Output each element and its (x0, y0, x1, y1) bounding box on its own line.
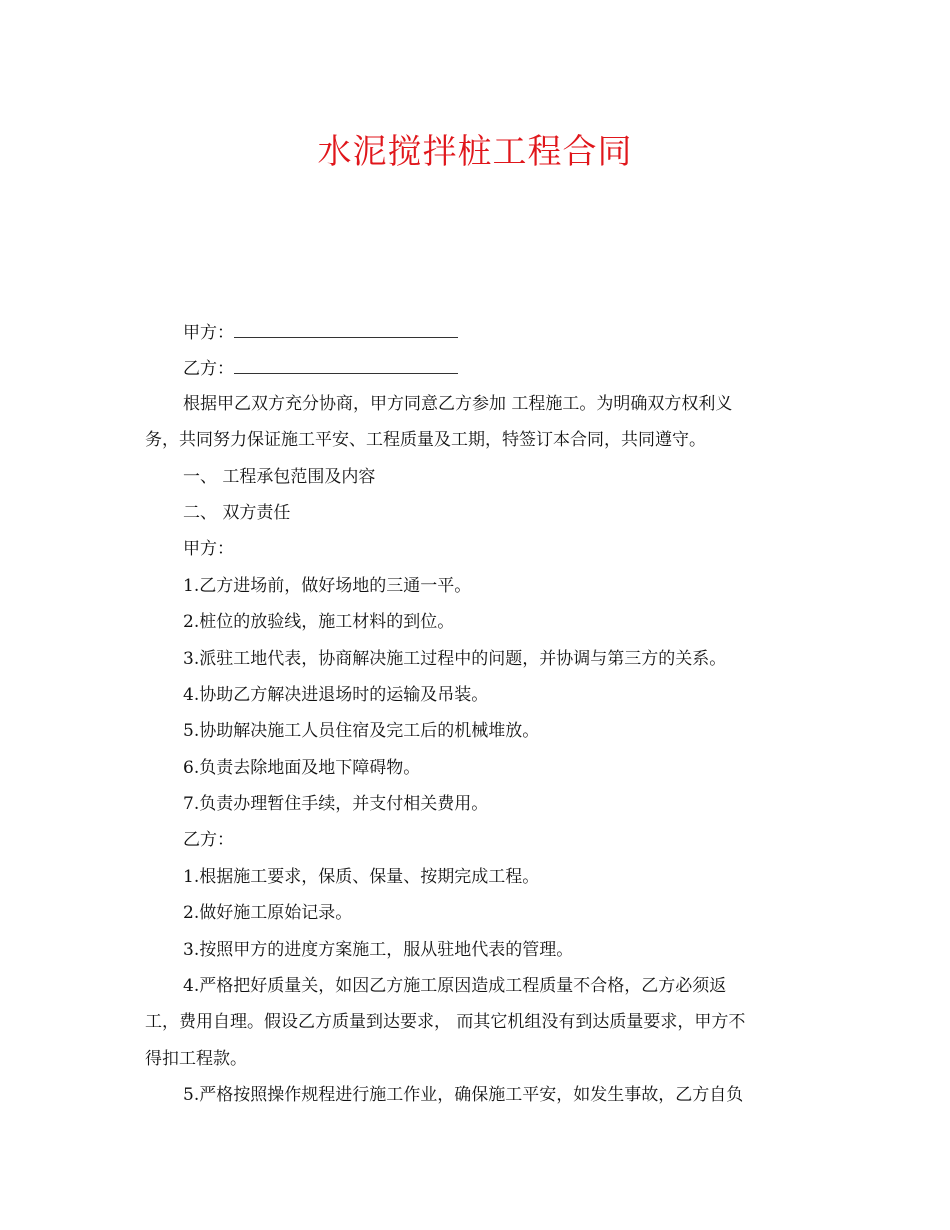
party-b-item-5-line-1: 5.严格按照操作规程进行施工作业，确保施工平安，如发生事故，乙方自负 (183, 1085, 744, 1106)
document-title: 水泥搅拌桩工程合同 (317, 132, 633, 172)
section-1-heading: 一、 工程承包范围及内容 (183, 466, 376, 487)
party-b-item-4-line-2: 工，费用自理。假设乙方质量到达要求， 而其它机组没有到达质量要求，甲方不 (145, 1012, 746, 1033)
party-a-item: 3.派驻工地代表，协商解决施工过程中的问题，并协调与第三方的关系。 (183, 648, 727, 669)
document-body (145, 313, 805, 1114)
party-b-item-4-line-1: 4.严格把好质量关，如因乙方施工原因造成工程质量不合格，乙方必须返 (183, 976, 727, 997)
party-a-label: 甲方： (183, 323, 234, 343)
section-2-heading: 二、 双方责任 (183, 502, 291, 523)
party-a-line (145, 313, 805, 349)
party-a-blank (234, 313, 458, 338)
party-a-item: 1.乙方进场前，做好场地的三通一平。 (183, 575, 472, 596)
party-b-label: 乙方： (183, 359, 234, 380)
party-a-item: 7.负责办理暂住手续，并支付相关费用。 (183, 794, 489, 815)
party-a-item: 5.协助解决施工人员住宿及完工后的机械堆放。 (183, 721, 540, 742)
intro-line-2: 务，共同努力保证施工平安、工程质量及工期，特签订本合同，共同遵守。 (145, 430, 706, 451)
party-b-item-4-line-3: 得扣工程款。 (145, 1048, 247, 1069)
party-a-heading: 甲方： (183, 539, 234, 560)
intro-line-1: 根据甲乙双方充分协商，甲方同意乙方参加 工程施工。为明确双方权利义 (183, 393, 733, 414)
party-b-item: 1.根据施工要求，保质、保量、按期完成工程。 (183, 866, 540, 887)
party-b-blank (234, 349, 458, 374)
party-b-item: 2.做好施工原始记录。 (183, 903, 353, 924)
party-b-item: 3.按照甲方的进度方案施工，服从驻地代表的管理。 (183, 939, 574, 960)
party-a-item: 2.桩位的放验线，施工材料的到位。 (183, 612, 455, 633)
party-a-item: 4.协助乙方解决进退场时的运输及吊装。 (183, 684, 489, 705)
party-b-line (145, 349, 805, 385)
party-b-heading: 乙方： (183, 830, 234, 851)
party-a-item: 6.负责去除地面及地下障碍物。 (183, 757, 421, 778)
